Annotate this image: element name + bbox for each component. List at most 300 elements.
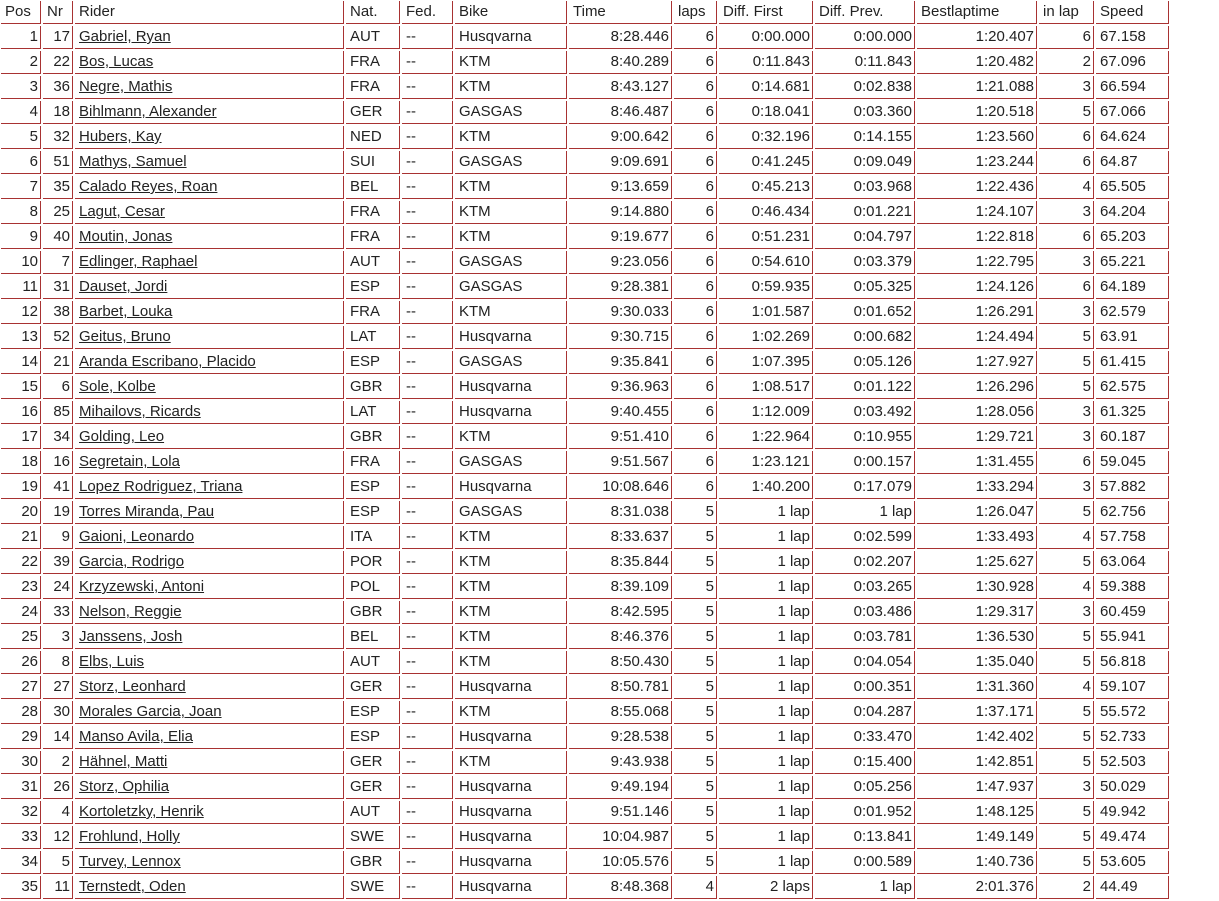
cell-speed: 61.415 bbox=[1096, 351, 1169, 374]
cell-pos: 13 bbox=[1, 326, 41, 349]
cell-bestlaptime: 1:29.721 bbox=[917, 426, 1037, 449]
cell-laps: 5 bbox=[674, 751, 717, 774]
table-row bbox=[1, 726, 1169, 749]
cell-pos: 3 bbox=[1, 76, 41, 99]
cell-nat: SWE bbox=[346, 826, 400, 849]
cell-time: 9:49.194 bbox=[569, 776, 672, 799]
cell-diff-first: 0:59.935 bbox=[719, 276, 813, 299]
cell-nr: 4 bbox=[43, 801, 73, 824]
cell-laps: 6 bbox=[674, 451, 717, 474]
cell-bike: KTM bbox=[455, 551, 567, 574]
cell-speed: 60.459 bbox=[1096, 601, 1169, 624]
cell-diff-first: 0:51.231 bbox=[719, 226, 813, 249]
cell-speed: 59.045 bbox=[1096, 451, 1169, 474]
cell-rider bbox=[75, 76, 344, 99]
rider-link[interactable]: Torres Miranda, Pau bbox=[79, 503, 215, 520]
cell-rider bbox=[75, 501, 344, 524]
cell-nat: BEL bbox=[346, 176, 400, 199]
cell-rider bbox=[75, 851, 344, 874]
cell-bestlaptime: 1:20.482 bbox=[917, 51, 1037, 74]
cell-rider bbox=[75, 876, 344, 899]
cell-nat: ESP bbox=[346, 726, 400, 749]
cell-pos: 15 bbox=[1, 376, 41, 399]
cell-bestlaptime: 1:33.493 bbox=[917, 526, 1037, 549]
cell-diff-prev: 0:04.287 bbox=[815, 701, 915, 724]
rider-link[interactable]: Sole, Kolbe bbox=[79, 378, 156, 395]
cell-bike: KTM bbox=[455, 751, 567, 774]
cell-diff-prev: 0:33.470 bbox=[815, 726, 915, 749]
cell-in-lap: 5 bbox=[1039, 701, 1094, 724]
cell-bestlaptime: 1:31.360 bbox=[917, 676, 1037, 699]
cell-time: 8:33.637 bbox=[569, 526, 672, 549]
cell-diff-first: 1 lap bbox=[719, 601, 813, 624]
cell-pos: 14 bbox=[1, 351, 41, 374]
cell-laps: 5 bbox=[674, 776, 717, 799]
cell-speed: 56.818 bbox=[1096, 651, 1169, 674]
table-row bbox=[1, 576, 1169, 599]
cell-laps: 5 bbox=[674, 676, 717, 699]
cell-diff-first: 1 lap bbox=[719, 676, 813, 699]
cell-time: 10:08.646 bbox=[569, 476, 672, 499]
cell-bike: KTM bbox=[455, 176, 567, 199]
table-row bbox=[1, 876, 1169, 899]
cell-rider bbox=[75, 126, 344, 149]
cell-fed: -- bbox=[402, 726, 453, 749]
cell-nr: 39 bbox=[43, 551, 73, 574]
cell-diff-prev: 0:15.400 bbox=[815, 751, 915, 774]
cell-laps: 5 bbox=[674, 501, 717, 524]
rider-link[interactable]: Kortoletzky, Henrik bbox=[79, 803, 204, 820]
cell-time: 8:42.595 bbox=[569, 601, 672, 624]
cell-bestlaptime: 1:40.736 bbox=[917, 851, 1037, 874]
cell-nr: 38 bbox=[43, 301, 73, 324]
cell-in-lap: 5 bbox=[1039, 826, 1094, 849]
cell-bestlaptime: 1:25.627 bbox=[917, 551, 1037, 574]
cell-fed: -- bbox=[402, 76, 453, 99]
cell-nr: 26 bbox=[43, 776, 73, 799]
cell-fed: -- bbox=[402, 376, 453, 399]
rider-link[interactable]: Hubers, Kay bbox=[79, 128, 162, 145]
rider-link[interactable]: Manso Avila, Elia bbox=[79, 728, 193, 745]
cell-rider bbox=[75, 776, 344, 799]
cell-bestlaptime: 1:23.244 bbox=[917, 151, 1037, 174]
cell-diff-prev: 1 lap bbox=[815, 876, 915, 899]
cell-bestlaptime: 1:35.040 bbox=[917, 651, 1037, 674]
cell-fed: -- bbox=[402, 176, 453, 199]
cell-in-lap: 3 bbox=[1039, 301, 1094, 324]
header-diff-first: Diff. First bbox=[719, 1, 813, 24]
cell-fed: -- bbox=[402, 326, 453, 349]
cell-diff-prev: 0:14.155 bbox=[815, 126, 915, 149]
cell-diff-prev: 0:09.049 bbox=[815, 151, 915, 174]
cell-diff-prev: 0:01.122 bbox=[815, 376, 915, 399]
cell-speed: 63.064 bbox=[1096, 551, 1169, 574]
cell-bike: Husqvarna bbox=[455, 826, 567, 849]
cell-nr: 9 bbox=[43, 526, 73, 549]
cell-in-lap: 3 bbox=[1039, 426, 1094, 449]
cell-rider bbox=[75, 326, 344, 349]
cell-nat: FRA bbox=[346, 226, 400, 249]
cell-speed: 65.203 bbox=[1096, 226, 1169, 249]
cell-nat: GBR bbox=[346, 426, 400, 449]
cell-diff-first: 1:01.587 bbox=[719, 301, 813, 324]
cell-diff-first: 1 lap bbox=[719, 526, 813, 549]
cell-diff-first: 2 laps bbox=[719, 876, 813, 899]
cell-fed: -- bbox=[402, 801, 453, 824]
cell-diff-prev: 0:02.838 bbox=[815, 76, 915, 99]
cell-nr: 3 bbox=[43, 626, 73, 649]
rider-link[interactable]: Segretain, Lola bbox=[79, 453, 180, 470]
cell-fed: -- bbox=[402, 651, 453, 674]
cell-time: 9:23.056 bbox=[569, 251, 672, 274]
rider-link[interactable]: Mihailovs, Ricards bbox=[79, 403, 201, 420]
cell-nat: ESP bbox=[346, 701, 400, 724]
cell-time: 9:43.938 bbox=[569, 751, 672, 774]
cell-speed: 65.221 bbox=[1096, 251, 1169, 274]
cell-fed: -- bbox=[402, 551, 453, 574]
cell-diff-first: 1 lap bbox=[719, 701, 813, 724]
cell-fed: -- bbox=[402, 51, 453, 74]
cell-bike: KTM bbox=[455, 201, 567, 224]
cell-time: 9:14.880 bbox=[569, 201, 672, 224]
rider-link[interactable]: Janssens, Josh bbox=[79, 628, 183, 645]
cell-nr: 85 bbox=[43, 401, 73, 424]
rider-link[interactable]: Bos, Lucas bbox=[79, 53, 154, 70]
cell-bestlaptime: 1:20.407 bbox=[917, 26, 1037, 49]
cell-speed: 64.87 bbox=[1096, 151, 1169, 174]
cell-bestlaptime: 1:26.296 bbox=[917, 376, 1037, 399]
cell-nat: ITA bbox=[346, 526, 400, 549]
cell-diff-prev: 0:03.265 bbox=[815, 576, 915, 599]
cell-nr: 40 bbox=[43, 226, 73, 249]
cell-rider bbox=[75, 651, 344, 674]
cell-bike: KTM bbox=[455, 76, 567, 99]
rider-link[interactable]: Barbet, Louka bbox=[79, 303, 173, 320]
cell-diff-prev: 0:00.351 bbox=[815, 676, 915, 699]
cell-nr: 6 bbox=[43, 376, 73, 399]
cell-laps: 6 bbox=[674, 226, 717, 249]
rider-link[interactable]: Krzyzewski, Antoni bbox=[79, 578, 205, 595]
cell-nat: POR bbox=[346, 551, 400, 574]
cell-laps: 6 bbox=[674, 26, 717, 49]
cell-laps: 5 bbox=[674, 826, 717, 849]
cell-diff-prev: 0:03.781 bbox=[815, 626, 915, 649]
cell-in-lap: 4 bbox=[1039, 526, 1094, 549]
rider-link[interactable]: Storz, Leonhard bbox=[79, 678, 186, 695]
cell-laps: 6 bbox=[674, 251, 717, 274]
table-row bbox=[1, 401, 1169, 424]
cell-time: 8:50.781 bbox=[569, 676, 672, 699]
cell-fed: -- bbox=[402, 876, 453, 899]
rider-link[interactable]: Frohlund, Holly bbox=[79, 828, 180, 845]
header-pos: Pos bbox=[1, 1, 41, 24]
table-row bbox=[1, 226, 1169, 249]
cell-nr: 18 bbox=[43, 101, 73, 124]
cell-diff-first: 1 lap bbox=[719, 501, 813, 524]
cell-bestlaptime: 1:30.928 bbox=[917, 576, 1037, 599]
cell-time: 9:19.677 bbox=[569, 226, 672, 249]
cell-diff-prev: 0:11.843 bbox=[815, 51, 915, 74]
cell-time: 9:51.146 bbox=[569, 801, 672, 824]
cell-laps: 6 bbox=[674, 301, 717, 324]
cell-diff-prev: 0:03.486 bbox=[815, 601, 915, 624]
table-row bbox=[1, 451, 1169, 474]
header-time: Time bbox=[569, 1, 672, 24]
cell-laps: 6 bbox=[674, 276, 717, 299]
cell-laps: 5 bbox=[674, 601, 717, 624]
cell-laps: 5 bbox=[674, 801, 717, 824]
cell-nat: SUI bbox=[346, 151, 400, 174]
rider-link[interactable]: Morales Garcia, Joan bbox=[79, 703, 222, 720]
cell-diff-prev: 0:01.952 bbox=[815, 801, 915, 824]
cell-speed: 60.187 bbox=[1096, 426, 1169, 449]
cell-bestlaptime: 1:21.088 bbox=[917, 76, 1037, 99]
cell-rider bbox=[75, 676, 344, 699]
cell-pos: 9 bbox=[1, 226, 41, 249]
cell-speed: 64.189 bbox=[1096, 276, 1169, 299]
cell-nat: ESP bbox=[346, 276, 400, 299]
cell-pos: 6 bbox=[1, 151, 41, 174]
cell-bestlaptime: 1:33.294 bbox=[917, 476, 1037, 499]
cell-fed: -- bbox=[402, 126, 453, 149]
cell-speed: 49.942 bbox=[1096, 801, 1169, 824]
results-body bbox=[1, 26, 1169, 899]
cell-bestlaptime: 1:24.494 bbox=[917, 326, 1037, 349]
cell-diff-prev: 0:13.841 bbox=[815, 826, 915, 849]
cell-nat: AUT bbox=[346, 651, 400, 674]
cell-laps: 4 bbox=[674, 876, 717, 899]
rider-link[interactable]: Dauset, Jordi bbox=[79, 278, 168, 295]
rider-link[interactable]: Gaioni, Leonardo bbox=[79, 528, 195, 545]
cell-diff-prev: 0:01.652 bbox=[815, 301, 915, 324]
cell-nat: GBR bbox=[346, 851, 400, 874]
cell-nat: LAT bbox=[346, 326, 400, 349]
cell-fed: -- bbox=[402, 351, 453, 374]
cell-nat: ESP bbox=[346, 351, 400, 374]
cell-diff-first: 1 lap bbox=[719, 851, 813, 874]
header-fed: Fed. bbox=[402, 1, 453, 24]
cell-bestlaptime: 1:31.455 bbox=[917, 451, 1037, 474]
cell-diff-first: 1 lap bbox=[719, 576, 813, 599]
cell-nat: FRA bbox=[346, 451, 400, 474]
cell-time: 8:40.289 bbox=[569, 51, 672, 74]
cell-time: 8:46.487 bbox=[569, 101, 672, 124]
cell-in-lap: 5 bbox=[1039, 376, 1094, 399]
cell-speed: 66.594 bbox=[1096, 76, 1169, 99]
cell-bike: GASGAS bbox=[455, 101, 567, 124]
cell-bike: Husqvarna bbox=[455, 326, 567, 349]
cell-bestlaptime: 1:42.402 bbox=[917, 726, 1037, 749]
cell-diff-first: 0:41.245 bbox=[719, 151, 813, 174]
cell-bike: GASGAS bbox=[455, 451, 567, 474]
rider-link[interactable]: Storz, Ophilia bbox=[79, 778, 170, 795]
cell-nr: 33 bbox=[43, 601, 73, 624]
cell-speed: 44.49 bbox=[1096, 876, 1169, 899]
rider-link[interactable]: Negre, Mathis bbox=[79, 78, 173, 95]
cell-fed: -- bbox=[402, 851, 453, 874]
cell-fed: -- bbox=[402, 676, 453, 699]
cell-nat: FRA bbox=[346, 51, 400, 74]
cell-diff-first: 1 lap bbox=[719, 801, 813, 824]
rider-link[interactable]: Moutin, Jonas bbox=[79, 228, 173, 245]
cell-diff-prev: 0:00.157 bbox=[815, 451, 915, 474]
rider-link[interactable]: Hähnel, Matti bbox=[79, 753, 168, 770]
cell-pos: 34 bbox=[1, 851, 41, 874]
cell-laps: 6 bbox=[674, 351, 717, 374]
cell-laps: 5 bbox=[674, 851, 717, 874]
cell-diff-first: 1 lap bbox=[719, 776, 813, 799]
cell-laps: 6 bbox=[674, 476, 717, 499]
cell-laps: 6 bbox=[674, 176, 717, 199]
rider-link[interactable]: Turvey, Lennox bbox=[79, 853, 181, 870]
cell-time: 9:30.033 bbox=[569, 301, 672, 324]
cell-bike: KTM bbox=[455, 701, 567, 724]
table-row bbox=[1, 351, 1169, 374]
cell-rider bbox=[75, 51, 344, 74]
cell-pos: 24 bbox=[1, 601, 41, 624]
cell-speed: 49.474 bbox=[1096, 826, 1169, 849]
rider-link[interactable]: Calado Reyes, Roan bbox=[79, 178, 218, 195]
rider-link[interactable]: Nelson, Reggie bbox=[79, 603, 182, 620]
cell-in-lap: 4 bbox=[1039, 576, 1094, 599]
rider-link[interactable]: Golding, Leo bbox=[79, 428, 165, 445]
cell-rider bbox=[75, 301, 344, 324]
cell-bestlaptime: 1:47.937 bbox=[917, 776, 1037, 799]
cell-bestlaptime: 1:37.171 bbox=[917, 701, 1037, 724]
cell-fed: -- bbox=[402, 576, 453, 599]
cell-in-lap: 5 bbox=[1039, 551, 1094, 574]
cell-rider bbox=[75, 426, 344, 449]
cell-nat: BEL bbox=[346, 626, 400, 649]
cell-pos: 21 bbox=[1, 526, 41, 549]
rider-link[interactable]: Gabriel, Ryan bbox=[79, 28, 171, 45]
cell-laps: 6 bbox=[674, 326, 717, 349]
table-row bbox=[1, 76, 1169, 99]
header-diff-prev: Diff. Prev. bbox=[815, 1, 915, 24]
cell-bike: KTM bbox=[455, 651, 567, 674]
cell-nr: 22 bbox=[43, 51, 73, 74]
cell-fed: -- bbox=[402, 276, 453, 299]
cell-diff-first: 1:12.009 bbox=[719, 401, 813, 424]
cell-bestlaptime: 1:22.795 bbox=[917, 251, 1037, 274]
cell-rider bbox=[75, 276, 344, 299]
cell-pos: 5 bbox=[1, 126, 41, 149]
cell-pos: 4 bbox=[1, 101, 41, 124]
cell-fed: -- bbox=[402, 751, 453, 774]
cell-nat: AUT bbox=[346, 26, 400, 49]
rider-link[interactable]: Edlinger, Raphael bbox=[79, 253, 198, 270]
rider-link[interactable]: Mathys, Samuel bbox=[79, 153, 187, 170]
cell-laps: 6 bbox=[674, 201, 717, 224]
rider-link[interactable]: Lopez Rodriguez, Triana bbox=[79, 478, 243, 495]
rider-link[interactable]: Lagut, Cesar bbox=[79, 203, 165, 220]
cell-diff-first: 1:40.200 bbox=[719, 476, 813, 499]
cell-pos: 18 bbox=[1, 451, 41, 474]
cell-time: 9:30.715 bbox=[569, 326, 672, 349]
table-row bbox=[1, 251, 1169, 274]
cell-rider bbox=[75, 476, 344, 499]
table-row bbox=[1, 626, 1169, 649]
cell-speed: 50.029 bbox=[1096, 776, 1169, 799]
cell-bike: KTM bbox=[455, 51, 567, 74]
header-rider: Rider bbox=[75, 1, 344, 24]
cell-rider bbox=[75, 551, 344, 574]
cell-fed: -- bbox=[402, 301, 453, 324]
cell-bike: Husqvarna bbox=[455, 726, 567, 749]
cell-bike: Husqvarna bbox=[455, 676, 567, 699]
cell-fed: -- bbox=[402, 101, 453, 124]
cell-nr: 7 bbox=[43, 251, 73, 274]
cell-time: 9:51.567 bbox=[569, 451, 672, 474]
cell-time: 8:55.068 bbox=[569, 701, 672, 724]
cell-laps: 5 bbox=[674, 551, 717, 574]
cell-diff-prev: 1 lap bbox=[815, 501, 915, 524]
cell-nr: 5 bbox=[43, 851, 73, 874]
cell-in-lap: 5 bbox=[1039, 326, 1094, 349]
cell-nat: AUT bbox=[346, 251, 400, 274]
cell-nat: GBR bbox=[346, 601, 400, 624]
cell-in-lap: 3 bbox=[1039, 76, 1094, 99]
cell-bestlaptime: 2:01.376 bbox=[917, 876, 1037, 899]
cell-time: 9:35.841 bbox=[569, 351, 672, 374]
cell-time: 10:05.576 bbox=[569, 851, 672, 874]
cell-diff-first: 0:46.434 bbox=[719, 201, 813, 224]
cell-diff-prev: 0:03.379 bbox=[815, 251, 915, 274]
cell-bike: KTM bbox=[455, 301, 567, 324]
cell-nr: 36 bbox=[43, 76, 73, 99]
cell-pos: 31 bbox=[1, 776, 41, 799]
cell-in-lap: 5 bbox=[1039, 501, 1094, 524]
rider-link[interactable]: Ternstedt, Oden bbox=[79, 878, 186, 895]
rider-link[interactable]: Aranda Escribano, Placido bbox=[79, 353, 256, 370]
cell-diff-first: 1:22.964 bbox=[719, 426, 813, 449]
rider-link[interactable]: Geitus, Bruno bbox=[79, 328, 171, 345]
cell-nat: GBR bbox=[346, 376, 400, 399]
cell-diff-prev: 0:00.000 bbox=[815, 26, 915, 49]
cell-in-lap: 3 bbox=[1039, 401, 1094, 424]
cell-diff-prev: 0:05.126 bbox=[815, 351, 915, 374]
cell-pos: 23 bbox=[1, 576, 41, 599]
cell-nr: 24 bbox=[43, 576, 73, 599]
cell-nat: FRA bbox=[346, 76, 400, 99]
rider-link[interactable]: Garcia, Rodrigo bbox=[79, 553, 185, 570]
cell-in-lap: 4 bbox=[1039, 176, 1094, 199]
cell-diff-first: 0:11.843 bbox=[719, 51, 813, 74]
cell-speed: 59.107 bbox=[1096, 676, 1169, 699]
cell-nr: 17 bbox=[43, 26, 73, 49]
cell-nat: SWE bbox=[346, 876, 400, 899]
cell-speed: 63.91 bbox=[1096, 326, 1169, 349]
cell-fed: -- bbox=[402, 151, 453, 174]
cell-pos: 28 bbox=[1, 701, 41, 724]
cell-pos: 8 bbox=[1, 201, 41, 224]
cell-nr: 16 bbox=[43, 451, 73, 474]
cell-rider bbox=[75, 726, 344, 749]
cell-bestlaptime: 1:20.518 bbox=[917, 101, 1037, 124]
cell-bestlaptime: 1:48.125 bbox=[917, 801, 1037, 824]
cell-diff-prev: 0:03.968 bbox=[815, 176, 915, 199]
cell-pos: 19 bbox=[1, 476, 41, 499]
cell-nr: 32 bbox=[43, 126, 73, 149]
cell-speed: 67.066 bbox=[1096, 101, 1169, 124]
rider-link[interactable]: Elbs, Luis bbox=[79, 653, 145, 670]
cell-bike: KTM bbox=[455, 126, 567, 149]
cell-time: 9:28.538 bbox=[569, 726, 672, 749]
cell-time: 9:51.410 bbox=[569, 426, 672, 449]
rider-link[interactable]: Bihlmann, Alexander bbox=[79, 103, 217, 120]
cell-laps: 6 bbox=[674, 101, 717, 124]
cell-speed: 52.503 bbox=[1096, 751, 1169, 774]
